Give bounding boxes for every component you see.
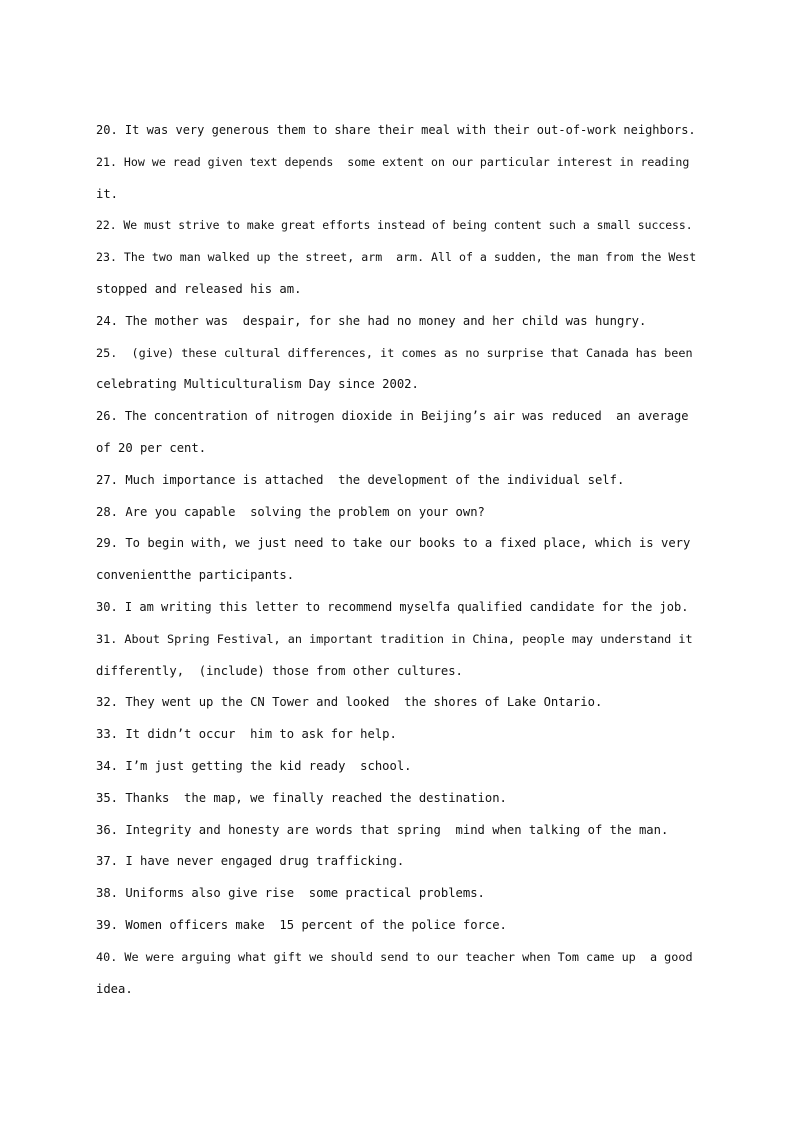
text-line: 29. To begin with, we just need to take our books to a fixed place, which is very (96, 536, 691, 551)
text-line: 30. I am writing this letter to recommend myselfa qualified candidate for the job. (96, 599, 689, 614)
text-line: 20. It was very generous them to share their meal with their out-of-work neighbors. (96, 123, 696, 137)
text-line: 35. Thanks the map, we finally reached the destination. (96, 790, 507, 805)
text-line: 39. Women officers make 15 percent of the police force. (96, 917, 507, 932)
exercise-list (96, 118, 696, 1008)
text-line: idea. (96, 981, 133, 996)
text-line: 27. Much importance is attached the development of the individual self. (96, 472, 625, 487)
text-line: convenientthe participants. (96, 568, 295, 583)
text-line: 32. They went up the CN Tower and looked the shores of Lake Ontario. (96, 695, 603, 710)
text-line: 38. Uniforms also give rise some practical problems. (96, 886, 485, 901)
text-line: 36. Integrity and honesty are words that spring mind when talking of the man. (96, 822, 669, 837)
text-line: of 20 per cent. (96, 440, 207, 455)
text-line: stopped and released his am. (96, 281, 302, 296)
text-line: 23. The two man walked up the street, arm arm. All of a sudden, the man from the West (96, 250, 697, 265)
text-line: differently, (include) those from other cultures. (96, 663, 463, 678)
text-line: celebrating Multiculturalism Day since 2002. (96, 377, 419, 392)
text-line: 33. It didn’t occur him to ask for help. (96, 727, 397, 742)
text-line: 40. We were arguing what gift we should send to our teacher when Tom came up a good (96, 949, 693, 964)
text-line: 21. How we read given text depends some extent on our particular interest in reading (96, 154, 690, 169)
text-line: 34. I’m just getting the kid ready school. (96, 758, 412, 773)
text-line: 26. The concentration of nitrogen dioxide in Beijing’s air was reduced an average (96, 409, 689, 424)
text-line: 28. Are you capable solving the problem on your own? (96, 504, 485, 519)
text-line: 25. (give) these cultural differences, it comes as no surprise that Canada has been (96, 345, 693, 360)
text-line: 24. The mother was despair, for she had no money and her child was hungry. (96, 313, 647, 328)
text-line: 22. We must strive to make great efforts instead of being content such a small success. (96, 218, 693, 233)
text-line: 31. About Spring Festival, an important tradition in China, people may understand it (96, 631, 693, 646)
text-line: 37. I have never engaged drug trafficking. (96, 854, 405, 869)
text-line: it. (96, 186, 119, 201)
